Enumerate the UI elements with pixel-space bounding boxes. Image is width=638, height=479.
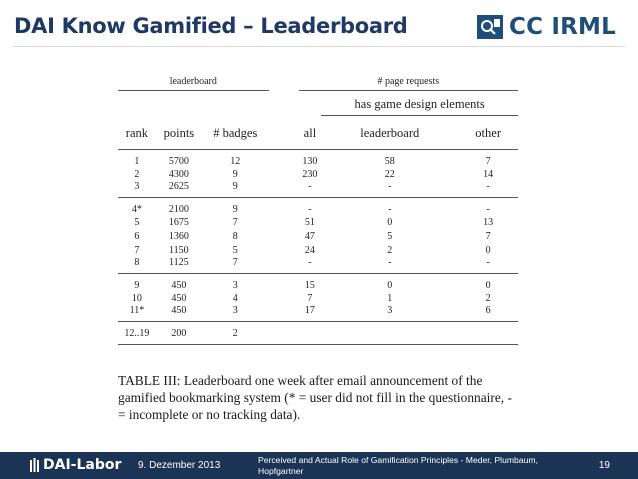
table-row <box>118 243 518 257</box>
table-cell: 3 <box>232 280 238 291</box>
table-cell: 450 <box>171 280 187 291</box>
column-header-all: all <box>303 125 317 140</box>
table-row <box>118 150 518 168</box>
table-cell: - <box>388 257 392 268</box>
table-cell <box>299 322 322 345</box>
table-cell: 58 <box>384 156 395 167</box>
table-cell: 130 <box>302 156 318 167</box>
table-cell: 2625 <box>168 181 189 192</box>
table-cell: - <box>388 204 392 215</box>
table-cell <box>321 322 458 345</box>
table-row <box>118 291 518 305</box>
table-cell: - <box>486 181 490 192</box>
table-cell: 14 <box>483 168 494 180</box>
table-cell: - <box>308 204 312 215</box>
table-cell: 0 <box>485 280 491 291</box>
title-divider <box>12 46 626 47</box>
table-cell: 9 <box>232 168 238 180</box>
table-cell: 11* <box>129 305 145 316</box>
table-cell: - <box>486 204 490 215</box>
leaderboard-table <box>118 74 518 345</box>
table-cell: 1360 <box>168 230 189 242</box>
table-cell: 24 <box>304 244 315 256</box>
table-cell: 2 <box>232 328 238 339</box>
bars-icon <box>30 458 40 472</box>
table-cell: 2 <box>134 168 140 180</box>
table-cell: 4 <box>232 292 238 304</box>
table-cell: 1675 <box>168 216 189 228</box>
table-cell: 7 <box>485 156 491 167</box>
table-cell: 13 <box>483 216 494 228</box>
footer-date: 9. Dezember 2013 <box>138 460 221 471</box>
leaderboard-table-image <box>118 74 518 345</box>
table-cell: 47 <box>304 230 315 242</box>
column-header-badges: # badges <box>213 125 258 140</box>
table-row <box>118 322 518 345</box>
table-cell: - <box>308 181 312 192</box>
search-document-icon <box>477 15 503 39</box>
table-cell: 2 <box>387 244 393 256</box>
table-cell: 5 <box>232 244 238 256</box>
table-cell: 12 <box>230 156 241 167</box>
table-cell: 1125 <box>169 257 189 268</box>
table-cell: 3 <box>134 181 140 192</box>
table-cell: 5 <box>134 216 140 228</box>
table-cell: 4300 <box>168 168 189 180</box>
table-cell <box>458 322 518 345</box>
table-cell: 8 <box>134 257 140 268</box>
table-cell: 230 <box>302 168 318 180</box>
table-cell: 1 <box>134 156 140 167</box>
footer-description: Perceived and Actual Role of Gamification Principles - Meder, Plumbaum, Hopfgartner <box>258 455 538 476</box>
page-number: 19 <box>598 460 610 471</box>
footer-logo-text: DAI-Labor <box>43 457 122 473</box>
table-cell: 7 <box>134 244 140 256</box>
table-cell: 17 <box>304 305 315 316</box>
table-cell: 7 <box>232 257 238 268</box>
table-cell: 4* <box>131 204 142 215</box>
table-cell: 51 <box>304 216 315 228</box>
table-group <box>118 150 518 198</box>
table-cell: 9 <box>232 204 238 215</box>
table-row <box>118 198 518 216</box>
table-cell: 8 <box>232 230 238 242</box>
brand-name: CC IRML <box>509 14 616 40</box>
table-cell: 5700 <box>168 156 189 167</box>
table-cell: 6 <box>134 230 140 242</box>
table-group <box>118 198 518 274</box>
column-header-other: other <box>475 126 501 140</box>
table-cell: 2100 <box>168 204 189 215</box>
table-row <box>118 167 518 181</box>
table-cell: 9 <box>232 181 238 192</box>
table-row <box>118 257 518 274</box>
footer-logo <box>30 457 121 473</box>
table-cell: 7 <box>485 230 491 242</box>
footer-bar <box>0 452 638 479</box>
slide-title: DAI Know Gamified – Leaderboard <box>14 14 408 38</box>
table-cell: - <box>486 257 490 268</box>
table-cell: - <box>388 181 392 192</box>
table-cell: 0 <box>387 216 393 228</box>
table-row <box>118 274 518 292</box>
table-cell: 9 <box>134 280 140 291</box>
table-cell: - <box>308 257 312 268</box>
table-row <box>118 215 518 229</box>
column-header-points: points <box>163 125 195 140</box>
table-row <box>118 305 518 322</box>
table-cell: 5 <box>387 230 393 242</box>
brand-logo <box>477 12 616 42</box>
table-cell: 2 <box>485 292 491 304</box>
table-cell: 6 <box>485 305 491 316</box>
table-row <box>118 229 518 243</box>
table-cell: 450 <box>171 292 187 304</box>
table-cell: 22 <box>384 168 395 180</box>
table-cell: 15 <box>304 280 315 291</box>
table-group <box>118 274 518 322</box>
column-header-leaderboard: leaderboard <box>360 126 420 140</box>
table-cell: 1 <box>387 292 393 304</box>
table-cell: 7 <box>232 216 238 228</box>
group-header-leaderboard: leaderboard <box>118 74 269 91</box>
table-cell: 7 <box>307 292 313 304</box>
table-group <box>118 322 518 345</box>
table-cell: 10 <box>131 292 142 304</box>
table-cell: 0 <box>387 280 393 291</box>
group-header-page-requests: # page requests <box>299 74 518 91</box>
table-row <box>118 181 518 198</box>
subgroup-header: has game design elements <box>321 91 518 116</box>
table-cell: 3 <box>387 305 393 316</box>
table-cell: 200 <box>171 328 187 339</box>
table-cell: 1150 <box>169 244 189 256</box>
column-header-rank: rank <box>125 125 148 140</box>
table-cell: 450 <box>171 305 187 316</box>
table-cell: 12..19 <box>124 328 150 339</box>
table-cell: 3 <box>232 305 238 316</box>
table-caption: TABLE III: Leaderboard one week after email announcement of the gamified bookmarking system (* = user did not fill in the questionnaire, - = incomplete or no tracking data). <box>118 373 512 422</box>
table-cell: 0 <box>485 244 491 256</box>
